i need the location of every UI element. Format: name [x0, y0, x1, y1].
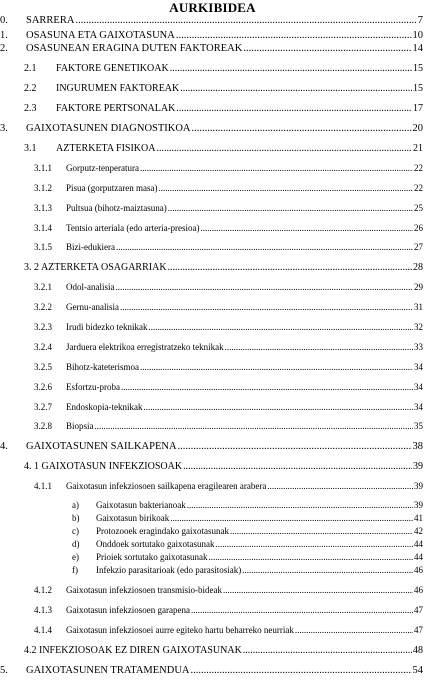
toc-entry-label: OSASUNEAN ERAGINA DUTEN FAKTOREAK	[26, 43, 243, 54]
toc-entry	[72, 526, 423, 540]
toc-leader-dots	[178, 441, 412, 452]
toc-entry-number: 3.1.3	[34, 203, 52, 213]
toc-entry-page: 41	[414, 513, 423, 523]
toc-entry-page: 7	[417, 15, 423, 26]
toc-entry-label: 3. 2 AZTERKETA OSAGARRIAK	[24, 262, 167, 273]
toc-entry	[24, 645, 423, 659]
toc-entry-label: Bihotz-kateterismoa	[66, 362, 139, 372]
toc-entry-page: 28	[413, 262, 423, 273]
toc-entry-page: 44	[414, 539, 423, 549]
toc-entry-number: 3.1.5	[34, 242, 52, 252]
toc-leader-dots	[168, 203, 413, 213]
toc-entry	[0, 123, 423, 137]
toc-entry-number: e)	[72, 552, 79, 562]
toc-leader-dots	[242, 565, 413, 575]
toc-entry-number: 4.1.2	[34, 585, 52, 595]
toc-entry-number: 0.	[0, 15, 8, 26]
toc-entry-page: 29	[414, 282, 423, 292]
toc-entry-page: 39	[414, 500, 423, 510]
toc-entry-page: 46	[414, 565, 423, 575]
toc-leader-dots	[225, 342, 413, 352]
toc-entry-number: 3.2.7	[34, 402, 52, 412]
toc-entry-number: 4.1.4	[34, 625, 52, 635]
toc-entry-page: 39	[414, 481, 423, 491]
toc-entry-label: SARRERA	[26, 15, 75, 26]
toc-leader-dots	[121, 382, 413, 392]
toc-entry-label: AZTERKETA FISIKOA	[56, 143, 156, 154]
toc-entry	[72, 552, 423, 566]
toc-entry-label: GAIXOTASUNEN TRATAMENDUA	[26, 665, 190, 676]
toc-entry	[72, 500, 423, 514]
toc-entry-number: 3.2.5	[34, 362, 52, 372]
toc-entry-page: 47	[414, 605, 423, 615]
toc-entry	[72, 565, 423, 579]
toc-leader-dots	[170, 63, 412, 74]
toc-leader-dots	[116, 242, 413, 252]
toc-entry	[72, 513, 423, 527]
toc-entry-number: 3.1.1	[34, 163, 52, 173]
toc-entry-page: 25	[414, 203, 423, 213]
toc-entry	[24, 461, 423, 475]
toc-entry-page: 54	[412, 665, 423, 676]
toc-entry-page: 48	[413, 645, 423, 656]
toc-leader-dots	[75, 15, 416, 26]
toc-entry-page: 33	[414, 342, 423, 352]
toc-leader-dots	[95, 421, 413, 431]
toc-entry-number: 3.2.3	[34, 322, 52, 332]
toc-entry	[34, 605, 423, 619]
toc-entry-label: INGURUMEN FAKTOREAK	[56, 83, 180, 94]
toc-entry-page: 44	[414, 552, 423, 562]
toc-entry-page: 31	[414, 302, 423, 312]
toc-entry	[34, 242, 423, 256]
toc-entry-number: 2.2	[24, 83, 37, 94]
toc-entry	[24, 262, 423, 276]
toc-entry	[24, 83, 423, 97]
toc-leader-dots	[208, 552, 413, 562]
toc-entry-page: 26	[414, 223, 423, 233]
toc-leader-dots	[201, 223, 413, 233]
toc-entry-label: Gaixotasun infekziosoen transmisio-bideak	[66, 585, 222, 595]
toc-title: AURKIBIDEA	[169, 0, 256, 15]
toc-leader-dots	[140, 362, 413, 372]
toc-entry-label: Odol-analisia	[66, 282, 115, 292]
toc-leader-dots	[230, 526, 413, 536]
toc-entry-label: Endoskopia-teknikak	[66, 402, 143, 412]
toc-entry	[34, 585, 423, 599]
toc-entry-page: 34	[414, 402, 423, 412]
toc-entry-page: 10	[412, 30, 423, 41]
toc-entry-number: f)	[72, 565, 78, 575]
toc-entry-label: Irudi bidezko teknikak	[66, 322, 148, 332]
toc-entry-number: 1.	[0, 30, 8, 41]
toc-entry	[34, 282, 423, 296]
toc-entry-label: FAKTORE GENETIKOAK	[56, 63, 169, 74]
toc-entry-label: Tentsio arteriala (edo arteria-presioa)	[66, 223, 200, 233]
toc-entry-number: 3.2.2	[34, 302, 52, 312]
toc-leader-dots	[223, 585, 413, 595]
toc-entry-number: 3.2.8	[34, 421, 52, 431]
toc-entry-label: Jarduera elektrikoa erregistratzeko teknikak	[66, 342, 224, 352]
toc-entry-label: GAIXOTASUNEN DIAGNOSTIKOA	[26, 123, 191, 134]
toc-entry-number: 4.1.1	[34, 481, 52, 491]
toc-entry-page: 46	[414, 585, 423, 595]
toc-entry-label: Infekzio parasitarioak (edo parasitosiak)	[96, 565, 242, 575]
toc-entry	[34, 163, 423, 177]
toc-entry-page: 27	[414, 242, 423, 252]
toc-entry	[34, 322, 423, 336]
toc-entry-number: 4.1.3	[34, 605, 52, 615]
toc-entry-label: FAKTORE PERTSONALAK	[56, 103, 176, 114]
toc-leader-dots	[168, 262, 412, 273]
toc-leader-dots	[143, 402, 413, 412]
toc-entry	[24, 63, 423, 77]
toc-entry	[72, 539, 423, 553]
toc-entry-page: 17	[413, 103, 423, 114]
toc-entry-number: a)	[72, 500, 79, 510]
toc-entry-label: Esfortzu-proba	[66, 382, 120, 392]
toc-leader-dots	[170, 513, 413, 523]
toc-entry-page: 22	[414, 163, 423, 173]
toc-leader-dots	[215, 539, 413, 549]
toc-entry-label: 4. 1 GAIXOTASUN INFEKZIOSOAK	[24, 461, 183, 472]
toc-entry-number: 5.	[0, 665, 8, 676]
toc-leader-dots	[295, 625, 413, 635]
toc-entry-label: Pisua (gorputzaren masa)	[66, 183, 158, 193]
toc-entry-number: 4.	[0, 441, 8, 452]
toc-entry	[24, 143, 423, 157]
toc-entry-label: Gaixotasun infekziosoei aurre egiteko hartu beharreko neurriak	[66, 625, 294, 635]
toc-entry	[34, 362, 423, 376]
toc-entry-page: 42	[414, 526, 423, 536]
toc-entry-page: 32	[414, 322, 423, 332]
toc-entry-number: 3.1.2	[34, 183, 52, 193]
toc-entry-number: 3.2.4	[34, 342, 52, 352]
toc-leader-dots	[120, 302, 413, 312]
toc-entry-number: 3.1	[24, 143, 37, 154]
toc-leader-dots	[243, 645, 412, 656]
toc-entry-page: 15	[413, 83, 423, 94]
toc-entry-label: Biopsia	[66, 421, 94, 431]
toc-entry	[34, 421, 423, 435]
toc-leader-dots	[156, 143, 412, 154]
toc-entry-page: 22	[414, 183, 423, 193]
toc-entry-number: 3.	[0, 123, 8, 134]
toc-entry-label: Protozooek eragindako gaixotasunak	[96, 526, 229, 536]
toc-entry-label: Gaixotasun infekziosoen garapena	[66, 605, 190, 615]
toc-entry	[0, 15, 423, 29]
toc-leader-dots	[116, 282, 414, 292]
toc-entry-number: 2.3	[24, 103, 37, 114]
toc-leader-dots	[180, 83, 412, 94]
toc-entry-label: Gaixotasun bakterianoak	[96, 500, 186, 510]
toc-entry	[0, 665, 423, 679]
toc-entry	[34, 183, 423, 197]
toc-leader-dots	[158, 183, 413, 193]
toc-entry-number: 3.2.6	[34, 382, 52, 392]
toc-entry-label: Pultsua (bihotz-maiztasuna)	[66, 203, 167, 213]
toc-entry	[34, 302, 423, 316]
toc-leader-dots	[148, 322, 413, 332]
toc-entry	[34, 402, 423, 416]
toc-entry-label: Gaixotasun infekziosoen sailkapena eragilearen arabera	[66, 481, 267, 491]
toc-entry-page: 38	[412, 441, 423, 452]
toc-entry-page: 14	[412, 43, 423, 54]
toc-entry-number: 2.1	[24, 63, 37, 74]
toc-entry-number: 3.2.1	[34, 282, 52, 292]
toc-leader-dots	[183, 461, 412, 472]
toc-entry-number: d)	[72, 539, 80, 549]
toc-leader-dots	[140, 163, 413, 173]
toc-leader-dots	[191, 665, 412, 676]
toc-entry-label: Onddoek sortutako gaixotasunak	[96, 539, 215, 549]
toc-entry	[34, 203, 423, 217]
toc-leader-dots	[243, 43, 411, 54]
toc-entry-page: 15	[413, 63, 423, 74]
toc-entry	[34, 481, 423, 495]
toc-entry	[34, 223, 423, 237]
toc-entry-page: 35	[414, 421, 423, 431]
toc-entry-page: 34	[414, 382, 423, 392]
toc-entry-label: GAIXOTASUNEN SAILKAPENA	[26, 441, 177, 452]
toc-entry-label: Gaixotasun birikoak	[96, 513, 170, 523]
toc-leader-dots	[187, 500, 413, 510]
toc-entry-number: b)	[72, 513, 80, 523]
toc-entry-number: 2.	[0, 43, 8, 54]
toc-entry	[34, 342, 423, 356]
toc-leader-dots	[192, 123, 412, 134]
toc-entry-label: Gorputz-tenperatura	[66, 163, 139, 173]
toc-entry-label: OSASUNA ETA GAIXOTASUNA	[26, 30, 175, 41]
toc-entry-label: 4.2 INFEKZIOSOAK EZ DIREN GAIXOTASUNAK	[24, 645, 242, 656]
toc-leader-dots	[191, 605, 413, 615]
toc-entry-page: 34	[414, 362, 423, 372]
toc-entry-page: 39	[413, 461, 423, 472]
toc-entry	[0, 43, 423, 57]
toc-leader-dots	[176, 30, 412, 41]
toc-entry-page: 20	[412, 123, 423, 134]
toc-entry	[34, 382, 423, 396]
toc-entry-number: c)	[72, 526, 79, 536]
toc-leader-dots	[176, 103, 412, 114]
toc-entry	[0, 441, 423, 455]
toc-leader-dots	[267, 481, 413, 491]
toc-entry-label: Gernu-analisia	[66, 302, 119, 312]
toc-entry-number: 3.1.4	[34, 223, 52, 233]
toc-entry-label: Prioiek sortutako gaixotasunak	[96, 552, 208, 562]
toc-entry	[24, 103, 423, 117]
toc-entry	[0, 30, 423, 44]
toc-entry	[34, 625, 423, 639]
toc-entry-label: Bizi-edukiera	[66, 242, 115, 252]
toc-entry-page: 47	[414, 625, 423, 635]
toc-entry-page: 21	[413, 143, 423, 154]
